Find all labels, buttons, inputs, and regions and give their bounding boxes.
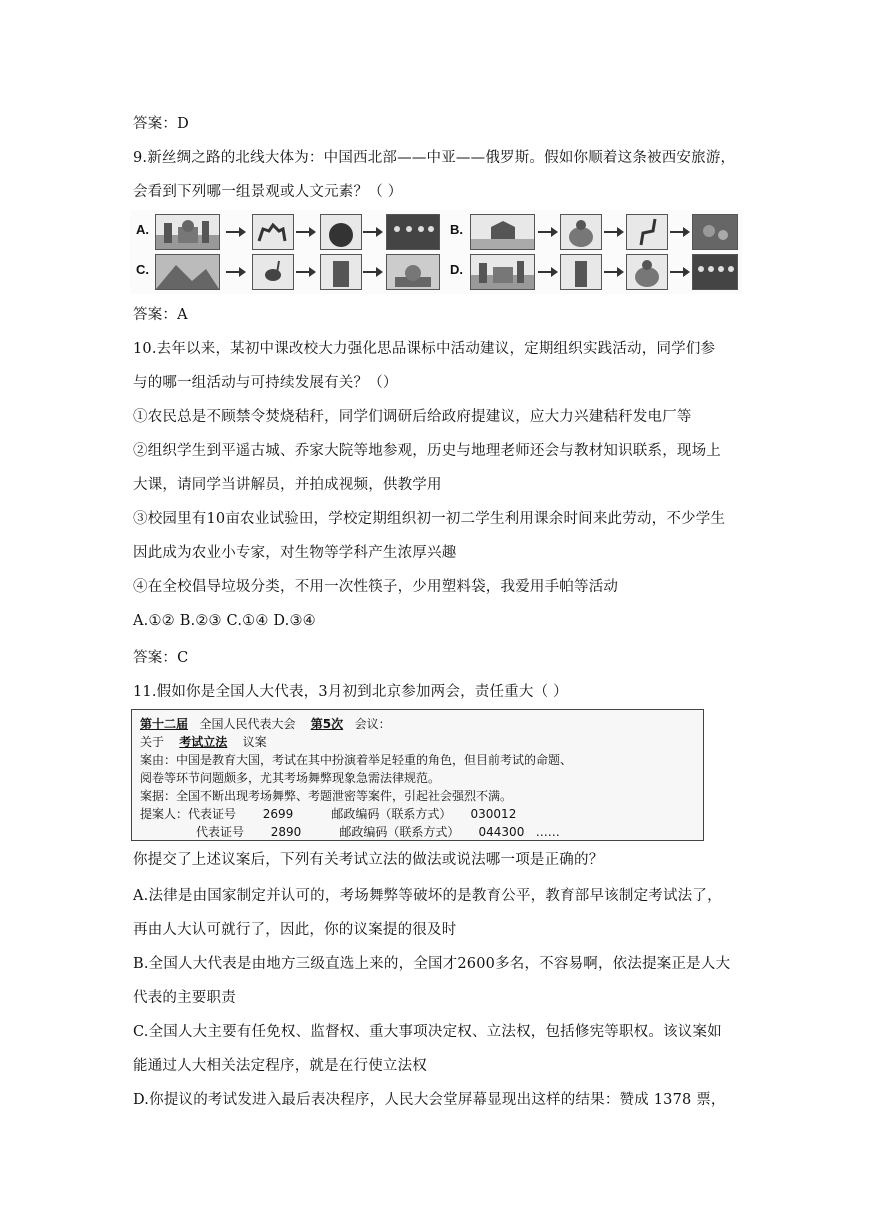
option-b-label: B. xyxy=(450,222,463,237)
q9-stem-line1: 9.新丝绸之路的北线大体为：中国西北部——中亚——俄罗斯。假如你顺着这条被西安旅游， xyxy=(133,150,736,166)
q11-option-a-line2: 再由人大认可就行了，因此，你的议案提的很及时 xyxy=(133,922,457,938)
arrow-icon xyxy=(670,271,688,273)
ballet-photo xyxy=(386,214,440,250)
q11-option-c-line1: C.全国人大主要有任免权、监督权、重大事项决定权、立法权，包括修宪等职权。该议案如 xyxy=(133,1024,722,1040)
q10-item-3-line2: 因此成为农业小专家，对生物等学科产生浓厚兴趣 xyxy=(133,545,457,561)
giraffe-photo xyxy=(626,214,668,250)
proposal-about-label: 关于 xyxy=(140,735,165,749)
statue-photo xyxy=(560,254,602,290)
arrow-icon xyxy=(226,231,244,233)
postcode-label-2: 邮政编码（联系方式） xyxy=(339,825,460,839)
capitol-photo xyxy=(386,254,440,290)
q10-stem-line2: 与的哪一组活动与可持续发展有关？（） xyxy=(133,375,398,391)
proposal-reason: 案由：中国是教育大国，考试在其中扮演着举足轻重的角色，但目前考试的命题、 xyxy=(140,753,573,767)
ballet-photo-2 xyxy=(692,254,738,290)
arrow-icon xyxy=(296,271,314,273)
proposal-basis: 案据：全国不断出现考场舞弊、考题泄密等案件，引起社会强烈不满。 xyxy=(140,789,513,803)
arrow-icon xyxy=(363,231,381,233)
q10-choices: A.①② B.②③ C.①④ D.③④ xyxy=(133,613,316,629)
arrow-icon xyxy=(670,231,688,233)
figure-photo xyxy=(320,254,362,290)
q11-option-d-line1: D.你提议的考试发进入最后表决程序，人民大会堂屏幕显现出这样的结果：赞成 1378 票， xyxy=(133,1092,726,1108)
q11-option-c-line2: 能通过人大相关法定程序，就是在行使立法权 xyxy=(133,1058,427,1074)
pagoda-photo xyxy=(470,214,535,250)
proposer-id-2: 2890 xyxy=(270,825,302,839)
proposal-session: 第十二届 xyxy=(140,717,189,731)
proposal-form-image xyxy=(131,709,704,841)
option-d-label: D. xyxy=(450,262,463,277)
proposer-id-label: 提案人：代表证号 xyxy=(140,807,237,821)
q11-stem: 11.假如你是全国人大代表，3月初到北京参加两会，责任重大（ ） xyxy=(133,684,568,700)
mural-photo xyxy=(692,214,738,250)
proposal-topic: 考试立法 xyxy=(179,735,228,749)
painting-photo-2 xyxy=(626,254,668,290)
q11-option-b-line1: B.全国人大代表是由地方三级直选上来的，全国才2600多名，不容易啊，依法提案正是人大 xyxy=(133,956,731,972)
q10-item-4: ④在全校倡导垃圾分类，不用一次性筷子，少用塑料袋，我爱用手帕等活动 xyxy=(133,579,619,595)
answer-q10: 答案：C xyxy=(133,650,189,666)
proposal-congress: 全国人民代表大会 xyxy=(199,717,296,731)
q11-option-a-line1: A.法律是由国家制定并认可的，考场舞弊等破坏的是教育公平，教育部早该制定考试法了， xyxy=(133,888,722,904)
arrow-icon xyxy=(363,271,381,273)
option-a-label: A. xyxy=(136,222,149,237)
q11-option-b-line2: 代表的主要职责 xyxy=(133,990,236,1006)
ellipsis: …… xyxy=(535,825,560,839)
answer-q8: 答案：D xyxy=(133,116,189,132)
proposal-meeting-number: 第5次 xyxy=(310,717,344,731)
q10-item-1: ①农民总是不顾禁令焚烧秸秆，同学们调研后给政府提建议，应大力兴建秸秆发电厂等 xyxy=(133,409,692,425)
q9-stem-line2: 会看到下列哪一组景观或人文元素？（ ） xyxy=(133,184,403,200)
mosque-photo xyxy=(155,214,220,250)
postcode-2: 044300 xyxy=(478,825,525,839)
mosque-photo-2 xyxy=(470,254,535,290)
painting-photo xyxy=(560,214,602,250)
proposal-type: 议案 xyxy=(242,735,267,749)
q10-stem-line1: 10.去年以来，某初中课改校大力强化思品课标中活动建议，定期组织实践活动，同学们参 xyxy=(133,341,716,357)
arrow-icon xyxy=(604,231,622,233)
answer-q9: 答案：A xyxy=(133,307,188,323)
arrow-icon xyxy=(538,231,556,233)
arrow-icon xyxy=(226,271,244,273)
proposer-id-label-2: 代表证号 xyxy=(196,825,245,839)
q10-item-3-line1: ③校园里有10亩农业试验田，学校定期组织初一初二学生利用课余时间来此劳动，不少学生 xyxy=(133,511,726,527)
postcode-1: 030012 xyxy=(470,807,517,821)
landscape-photo xyxy=(155,254,220,290)
proposal-meeting-label: 会议： xyxy=(354,717,391,731)
arrow-icon xyxy=(604,271,622,273)
arrow-icon xyxy=(296,231,314,233)
bear-photo xyxy=(320,214,362,250)
proposal-reason-cont: 阅卷等环节问题颇多，尤其考场舞弊现象急需法律规范。 xyxy=(140,771,441,785)
ostrich-photo xyxy=(252,254,294,290)
postcode-label-1: 邮政编码（联系方式） xyxy=(331,807,452,821)
q9-options-figure xyxy=(130,210,742,294)
camel-photo xyxy=(252,214,294,250)
proposer-id-1: 2699 xyxy=(262,807,294,821)
option-c-label: C. xyxy=(136,262,149,277)
q11-question: 你提交了上述议案后，下列有关考试立法的做法或说法哪一项是正确的？ xyxy=(133,852,604,868)
q10-item-2-line1: ②组织学生到平遥古城、乔家大院等地参观，历史与地理老师还会与教材知识联系，现场上 xyxy=(133,443,721,459)
arrow-icon xyxy=(538,271,556,273)
q10-item-2-line2: 大课，请同学当讲解员，并拍成视频，供教学用 xyxy=(133,477,442,493)
